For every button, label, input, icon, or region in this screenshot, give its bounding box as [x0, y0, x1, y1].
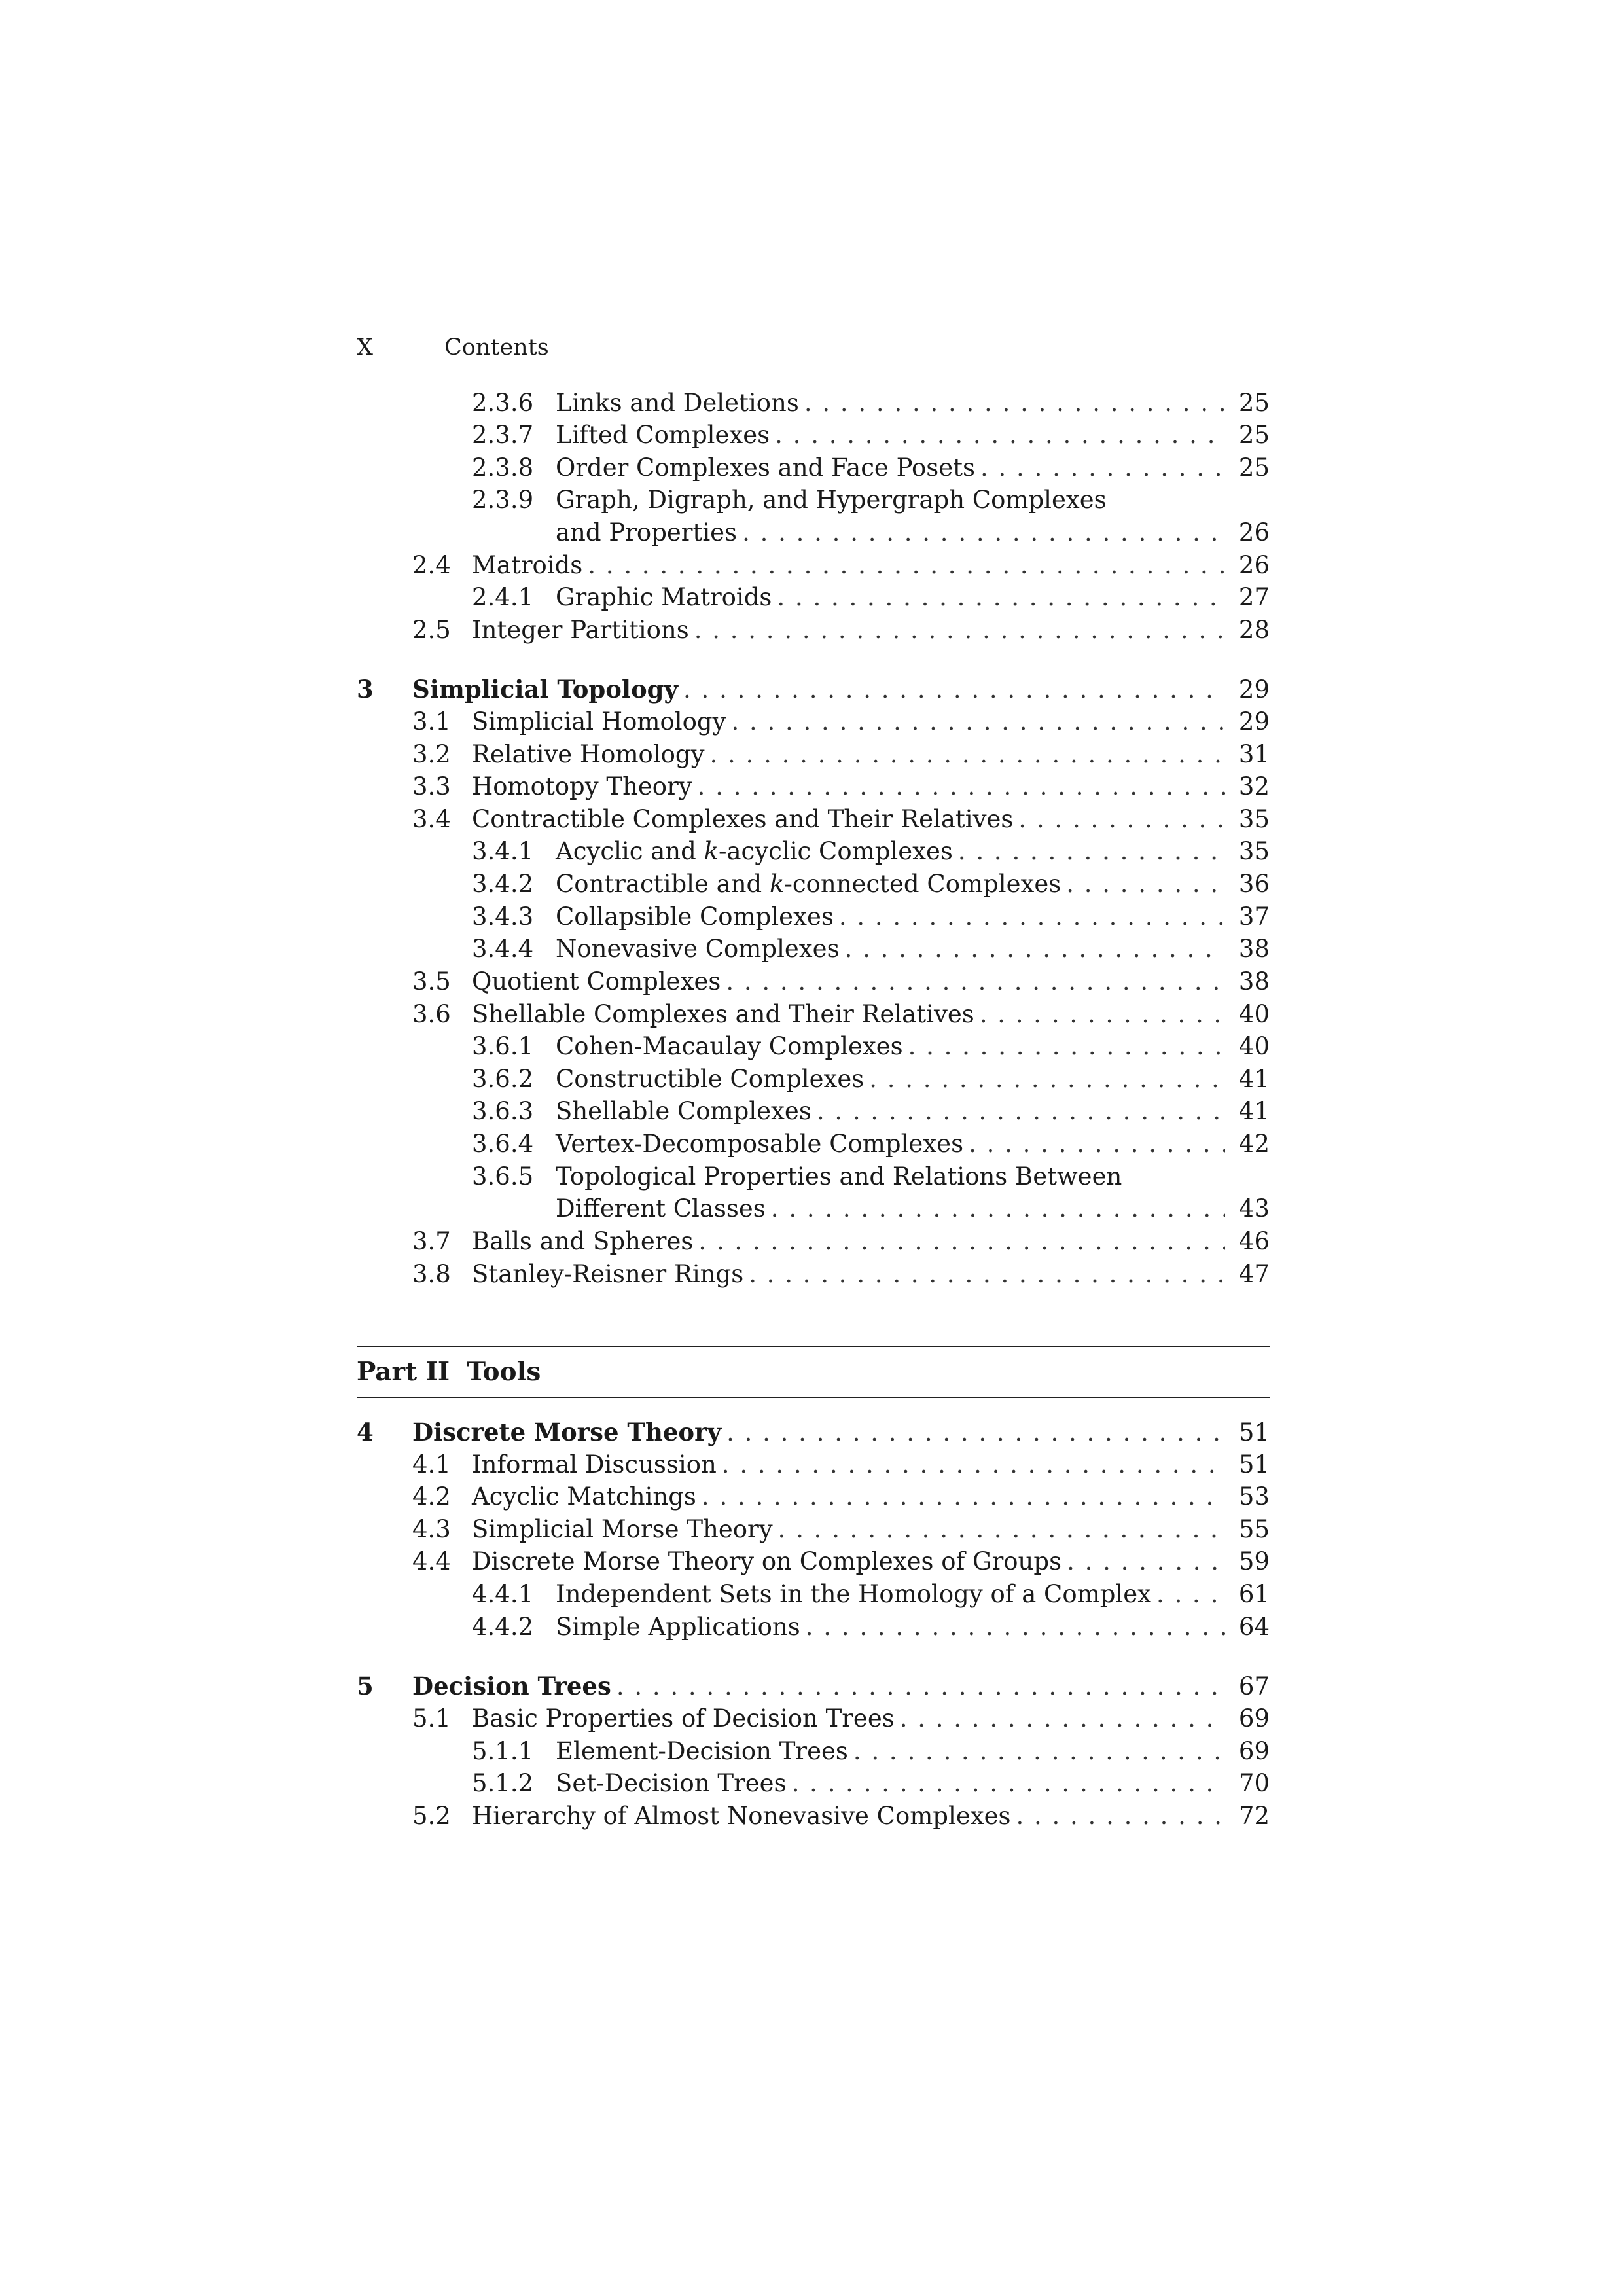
entry-title: Balls and Spheres: [472, 1227, 694, 1255]
entry-number: 3.7: [412, 1227, 451, 1255]
toc-entry[interactable]: [357, 1128, 1270, 1160]
entry-title: Stanley-Reisner Rings: [472, 1260, 744, 1288]
entry-number: 3.5: [412, 967, 451, 996]
toc-entry[interactable]: [357, 1545, 1270, 1578]
entry-title: Topological Properties and Relations Between: [556, 1162, 1122, 1191]
toc-entry[interactable]: [357, 738, 1270, 771]
toc-entry[interactable]: [357, 484, 1270, 516]
toc-entry[interactable]: [357, 1735, 1270, 1768]
entry-number: 4.4.2: [472, 1613, 534, 1641]
entry-number: 3.6.4: [472, 1130, 534, 1158]
entry-number: 2.3.6: [472, 389, 534, 417]
chapter-page: 51: [1238, 1418, 1270, 1446]
toc-entry[interactable]: [357, 901, 1270, 933]
toc-entry[interactable]: [357, 1448, 1270, 1481]
toc-entry[interactable]: [357, 868, 1270, 901]
entry-number: 3.3: [412, 772, 451, 800]
entry-title: Collapsible Complexes: [556, 903, 834, 931]
entry-page: 70: [1238, 1769, 1270, 1797]
entry-number: 3.6.3: [472, 1097, 534, 1125]
chapter-number: 3: [357, 675, 374, 704]
toc-entry[interactable]: [357, 549, 1270, 582]
toc-entry[interactable]: [357, 1578, 1270, 1611]
entry-page: 31: [1238, 740, 1270, 768]
toc-entry[interactable]: [357, 1030, 1270, 1063]
entry-title: Acyclic and k-acyclic Complexes: [556, 837, 953, 865]
toc-entry[interactable]: [357, 387, 1270, 420]
entry-page: 36: [1238, 870, 1270, 898]
entry-title: Nonevasive Complexes: [556, 935, 840, 963]
toc-entry[interactable]: [357, 835, 1270, 868]
entry-number: 5.1.2: [472, 1769, 534, 1797]
entry-number: 4.4.1: [472, 1580, 534, 1608]
entry-title: Basic Properties of Decision Trees: [472, 1704, 895, 1732]
entry-title: Contractible and k-connected Complexes: [556, 870, 1061, 898]
entry-page: 53: [1238, 1482, 1270, 1511]
chapter-page: 67: [1238, 1672, 1270, 1700]
entry-title-continuation: Different Classes: [556, 1194, 766, 1223]
entry-title: Independent Sets in the Homology of a Complex: [556, 1580, 1151, 1608]
entry-title: Homotopy Theory: [472, 772, 692, 800]
toc-entry[interactable]: [357, 581, 1270, 614]
entry-page: 26: [1238, 551, 1270, 579]
toc-chapter[interactable]: [357, 673, 1270, 706]
entry-number: 2.4.1: [472, 583, 534, 611]
entry-number: 3.6.1: [472, 1032, 534, 1060]
chapter-number: 4: [357, 1418, 374, 1446]
toc-entry-continuation[interactable]: [357, 1193, 1270, 1225]
entry-number: 5.1.1: [472, 1737, 534, 1765]
entry-title-continuation: and Properties: [556, 518, 738, 547]
entry-page: 72: [1238, 1802, 1270, 1830]
entry-title: Shellable Complexes: [556, 1097, 812, 1125]
entry-number: 3.8: [412, 1260, 451, 1288]
toc-chapter[interactable]: [357, 1670, 1270, 1702]
entry-number: 2.3.9: [472, 486, 534, 514]
entry-page: 69: [1238, 1737, 1270, 1765]
entry-title: Element-Decision Trees: [556, 1737, 848, 1765]
entry-page: 37: [1238, 903, 1270, 931]
entry-title: Contractible Complexes and Their Relatives: [472, 805, 1014, 833]
toc-entry[interactable]: [357, 614, 1270, 647]
toc-entry[interactable]: [357, 419, 1270, 452]
entry-title: Integer Partitions: [472, 616, 689, 644]
entry-title: Quotient Complexes: [472, 967, 721, 996]
entry-page: 55: [1238, 1515, 1270, 1543]
entry-page: 59: [1238, 1547, 1270, 1575]
entry-title: Vertex-Decomposable Complexes: [556, 1130, 964, 1158]
entry-page: 69: [1238, 1704, 1270, 1732]
toc-entry[interactable]: [357, 706, 1270, 738]
entry-page: 35: [1238, 837, 1270, 865]
entry-title: Acyclic Matchings: [472, 1482, 696, 1511]
toc-entry[interactable]: [357, 933, 1270, 965]
part-label: Part II: [357, 1357, 450, 1387]
toc-entry[interactable]: [357, 1800, 1270, 1833]
entry-page: 40: [1238, 1032, 1270, 1060]
entry-title: Simplicial Homology: [472, 708, 726, 736]
toc-entry[interactable]: [357, 1225, 1270, 1258]
entry-number: 4.3: [412, 1515, 451, 1543]
entry-title: Discrete Morse Theory on Complexes of Groups: [472, 1547, 1062, 1575]
entry-number: 3.1: [412, 708, 451, 736]
entry-title: Graph, Digraph, and Hypergraph Complexes: [556, 486, 1107, 514]
toc-entry[interactable]: [357, 803, 1270, 836]
entry-number: 2.3.8: [472, 454, 534, 482]
entry-page: 43: [1238, 1194, 1270, 1223]
entry-page: 25: [1238, 454, 1270, 482]
entry-page: 41: [1238, 1065, 1270, 1093]
chapter-title: Decision Trees: [412, 1672, 611, 1700]
entry-page: 27: [1238, 583, 1270, 611]
toc-entry[interactable]: [357, 1513, 1270, 1546]
entry-page: 46: [1238, 1227, 1270, 1255]
entry-page: 51: [1238, 1450, 1270, 1479]
toc-entry[interactable]: [357, 1160, 1270, 1193]
entry-number: 2.3.7: [472, 421, 534, 449]
entry-page: 29: [1238, 708, 1270, 736]
toc-entry[interactable]: [357, 1063, 1270, 1096]
entry-number: 2.4: [412, 551, 451, 579]
entry-title: Order Complexes and Face Posets: [556, 454, 975, 482]
entry-title: Simple Applications: [556, 1613, 800, 1641]
entry-page: 41: [1238, 1097, 1270, 1125]
entry-number: 5.2: [412, 1802, 451, 1830]
entry-number: 4.2: [412, 1482, 451, 1511]
entry-page: 38: [1238, 967, 1270, 996]
chapter-title: Simplicial Topology: [412, 675, 679, 704]
toc-entry[interactable]: [357, 1767, 1270, 1800]
entry-title: Shellable Complexes and Their Relatives: [472, 1000, 974, 1028]
entry-number: 3.4: [412, 805, 451, 833]
entry-number: 4.4: [412, 1547, 451, 1575]
toc-chapter[interactable]: [357, 1416, 1270, 1448]
entry-title: Links and Deletions: [556, 389, 799, 417]
entry-page: 25: [1238, 389, 1270, 417]
entry-page: 64: [1238, 1613, 1270, 1641]
entry-number: 3.4.1: [472, 837, 534, 865]
entry-title: Hierarchy of Almost Nonevasive Complexes: [472, 1802, 1011, 1830]
entry-number: 3.6.5: [472, 1162, 534, 1191]
entry-number: 4.1: [412, 1450, 451, 1479]
entry-page: 32: [1238, 772, 1270, 800]
entry-title: Set-Decision Trees: [556, 1769, 787, 1797]
part-heading[interactable]: [357, 1346, 1270, 1398]
entry-page: 26: [1238, 518, 1270, 547]
entry-title: Constructible Complexes: [556, 1065, 865, 1093]
toc-entry[interactable]: [357, 1702, 1270, 1735]
toc-entry-continuation[interactable]: [357, 516, 1270, 549]
entry-number: 3.4.2: [472, 870, 534, 898]
entry-number: 3.6: [412, 1000, 451, 1028]
entry-number: 5.1: [412, 1704, 451, 1732]
entry-number: 3.2: [412, 740, 451, 768]
table-of-contents: [357, 0, 1270, 2296]
running-title: Contents: [444, 334, 549, 361]
entry-title: Informal Discussion: [472, 1450, 717, 1479]
entry-number: 3.6.2: [472, 1065, 534, 1093]
part-title: Tools: [467, 1357, 541, 1387]
entry-page: 61: [1238, 1580, 1270, 1608]
entry-page: 42: [1238, 1130, 1270, 1158]
toc-entry[interactable]: [357, 998, 1270, 1031]
entry-page: 38: [1238, 935, 1270, 963]
entry-page: 40: [1238, 1000, 1270, 1028]
entry-number: 3.4.3: [472, 903, 534, 931]
entry-title: Matroids: [472, 551, 583, 579]
toc-entry[interactable]: [357, 1095, 1270, 1128]
entry-title: Graphic Matroids: [556, 583, 772, 611]
toc-entry[interactable]: [357, 452, 1270, 484]
entry-page: 25: [1238, 421, 1270, 449]
chapter-title: Discrete Morse Theory: [412, 1418, 722, 1446]
entry-page: 28: [1238, 616, 1270, 644]
entry-title: Simplicial Morse Theory: [472, 1515, 773, 1543]
toc-entry[interactable]: [357, 770, 1270, 803]
entry-number: 2.5: [412, 616, 451, 644]
toc-entry[interactable]: [357, 1258, 1270, 1291]
entry-title: Lifted Complexes: [556, 421, 770, 449]
chapter-page: 29: [1238, 675, 1270, 704]
entry-number: 3.4.4: [472, 935, 534, 963]
toc-entry[interactable]: [357, 1480, 1270, 1513]
entry-title: Cohen-Macaulay Complexes: [556, 1032, 903, 1060]
entry-page: 47: [1238, 1260, 1270, 1288]
toc-entry[interactable]: [357, 1611, 1270, 1643]
entry-title: Relative Homology: [472, 740, 705, 768]
page-number: X: [357, 334, 373, 361]
toc-entry[interactable]: [357, 965, 1270, 998]
chapter-number: 5: [357, 1672, 374, 1700]
entry-page: 35: [1238, 805, 1270, 833]
